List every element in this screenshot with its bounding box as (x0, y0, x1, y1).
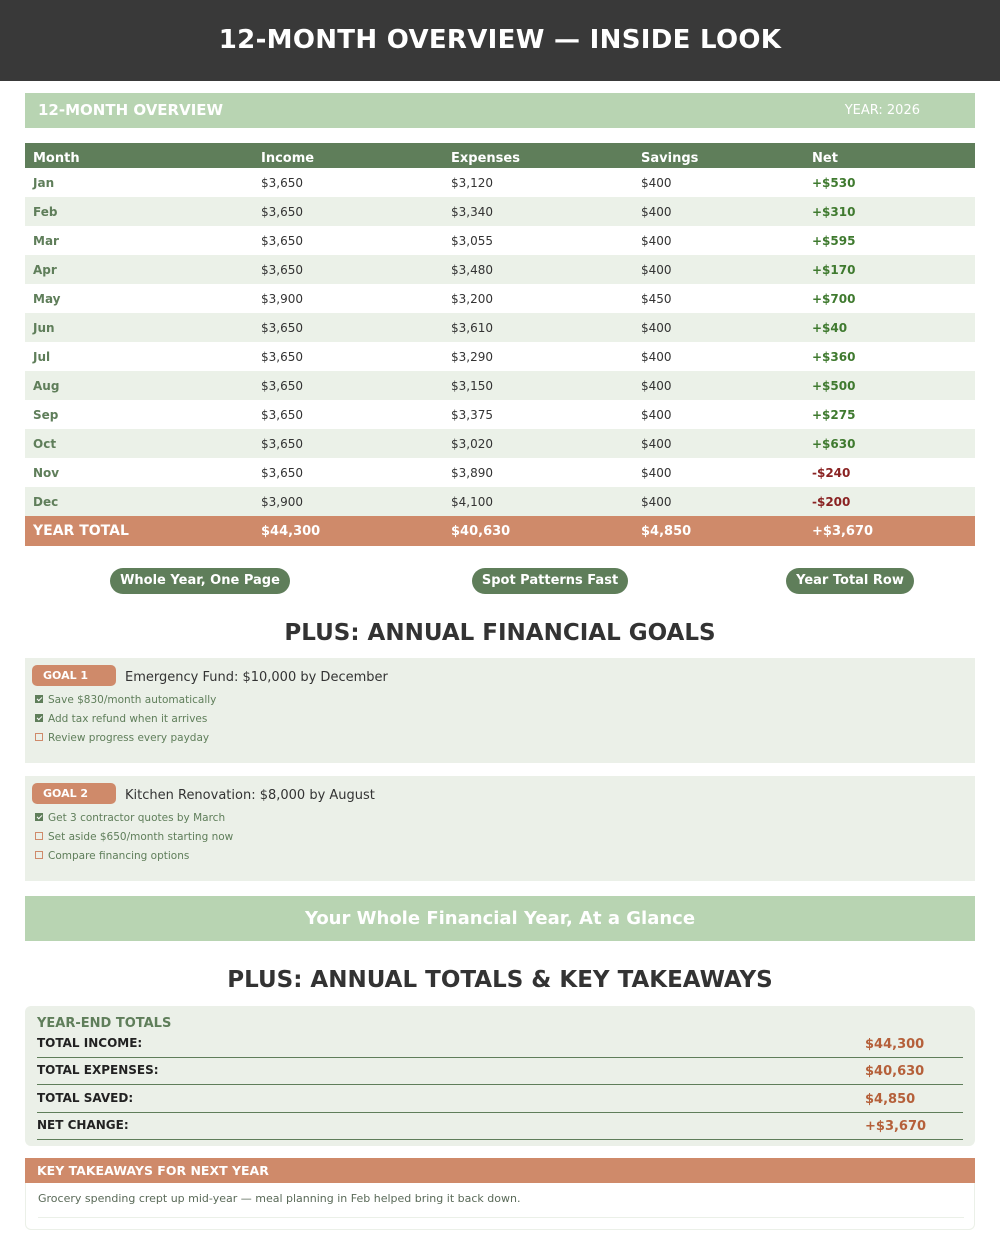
goal-badge: GOAL 1 (32, 665, 116, 686)
monthly-table (25, 143, 975, 546)
table-row (25, 400, 975, 429)
net-cell: +$530 (812, 175, 856, 190)
checkbox-icon[interactable] (35, 733, 43, 741)
checklist-item-text: Save $830/month automatically (48, 694, 217, 706)
checkbox-icon[interactable] (35, 832, 43, 840)
month-cell: Mar (33, 233, 59, 248)
totals-value: $4,850 (865, 1092, 916, 1107)
summary-banner: Your Whole Financial Year, At a Glance (25, 896, 975, 941)
table-row (25, 429, 975, 458)
table-row (25, 458, 975, 487)
net-cell: +$310 (804, 197, 975, 226)
month-cell: Apr (25, 255, 253, 284)
month-cell: May (33, 291, 61, 306)
takeaways-heading: KEY TAKEAWAYS FOR NEXT YEAR (25, 1158, 975, 1183)
takeaways-body (25, 1183, 975, 1230)
savings-cell: $400 (633, 429, 804, 458)
expenses-cell: $3,340 (443, 197, 633, 226)
table-row (25, 313, 975, 342)
year-total-savings: $4,850 (633, 516, 804, 546)
expenses-cell: $4,100 (443, 487, 633, 516)
income-cell: $3,900 (253, 487, 443, 516)
savings-cell: $400 (633, 487, 804, 516)
table-row (25, 487, 975, 516)
totals-row-net-change (37, 1113, 963, 1140)
income-cell: $3,650 (261, 233, 303, 248)
month-cell: Nov (33, 465, 60, 480)
net-cell: +$275 (812, 407, 856, 422)
year-end-totals-panel (25, 1006, 975, 1146)
totals-section-title: PLUS: ANNUAL TOTALS & KEY TAKEAWAYS (227, 967, 773, 993)
expenses-cell: $3,375 (451, 407, 493, 422)
divider (38, 1217, 964, 1218)
income-cell: $3,650 (253, 197, 443, 226)
expenses-cell: $3,890 (451, 465, 493, 480)
month-cell: Aug (25, 371, 253, 400)
checkbox-icon[interactable] (35, 851, 43, 859)
checklist-item-text: Get 3 contractor quotes by March (48, 812, 226, 824)
expenses-cell: $3,020 (443, 429, 633, 458)
income-cell: $3,650 (253, 255, 443, 284)
net-cell: +$170 (804, 255, 975, 284)
goal-checklist-item (35, 850, 189, 862)
totals-row-income (37, 1031, 963, 1058)
net-cell: +$500 (804, 371, 975, 400)
net-cell: -$200 (804, 487, 975, 516)
savings-cell: $400 (641, 175, 672, 190)
income-cell: $3,650 (253, 429, 443, 458)
column-header-savings: Savings (633, 143, 804, 168)
feature-pill-whole-year: Whole Year, One Page (110, 568, 290, 594)
income-cell: $3,650 (261, 407, 303, 422)
year-total-label: YEAR TOTAL (25, 516, 253, 546)
sheet-title: 12-MONTH OVERVIEW (38, 101, 224, 119)
year-total-net: +$3,670 (804, 516, 975, 546)
totals-row-expenses (37, 1058, 963, 1085)
savings-cell: $450 (641, 291, 672, 306)
net-cell: +$700 (812, 291, 856, 306)
net-cell: +$40 (804, 313, 975, 342)
checklist-item-text: Review progress every payday (48, 732, 210, 744)
sheet-header (25, 93, 975, 128)
column-header-income: Income (253, 143, 443, 168)
table-row (25, 255, 975, 284)
table-header-row (25, 143, 975, 168)
table-row (25, 197, 975, 226)
totals-row-saved (37, 1086, 963, 1113)
table-row (25, 226, 975, 255)
totals-label: NET CHANGE: (37, 1118, 129, 1132)
expenses-cell: $3,200 (451, 291, 493, 306)
income-cell: $3,650 (253, 313, 443, 342)
goal-card-2 (25, 776, 975, 881)
expenses-cell: $3,480 (443, 255, 633, 284)
goal-title: Kitchen Renovation: $8,000 by August (125, 788, 375, 803)
checklist-item-text: Set aside $650/month starting now (48, 831, 234, 843)
goal-checklist-item (35, 713, 207, 725)
takeaway-text: Grocery spending crept up mid-year — meal planning in Feb helped bring it back down. (38, 1192, 521, 1205)
year-total-income: $44,300 (253, 516, 443, 546)
checkbox-icon[interactable] (35, 695, 43, 703)
month-cell: Jun (25, 313, 253, 342)
goal-card-1 (25, 658, 975, 763)
income-cell: $3,650 (261, 349, 303, 364)
totals-label: TOTAL SAVED: (37, 1091, 134, 1105)
month-cell: Jul (33, 349, 51, 364)
goals-section-title: PLUS: ANNUAL FINANCIAL GOALS (284, 620, 716, 646)
totals-label: TOTAL EXPENSES: (37, 1063, 159, 1077)
feature-pill-spot-patterns: Spot Patterns Fast (472, 568, 628, 594)
goal-badge: GOAL 2 (32, 783, 116, 804)
income-cell: $3,900 (261, 291, 303, 306)
feature-pill-year-total: Year Total Row (786, 568, 914, 594)
column-header-expenses: Expenses (443, 143, 633, 168)
savings-cell: $400 (641, 465, 672, 480)
month-cell: Feb (25, 197, 253, 226)
goal-checklist-item (35, 732, 209, 744)
net-cell: +$595 (812, 233, 856, 248)
table-row (25, 342, 975, 371)
goal-title: Emergency Fund: $10,000 by December (125, 670, 388, 685)
totals-value: $44,300 (865, 1037, 925, 1052)
totals-value: $40,630 (865, 1064, 925, 1079)
checklist-item-text: Add tax refund when it arrives (48, 713, 208, 725)
checklist-item-text: Compare financing options (48, 850, 190, 862)
income-cell: $3,650 (253, 371, 443, 400)
column-header-net: Net (804, 143, 975, 168)
savings-cell: $400 (641, 349, 672, 364)
savings-cell: $400 (641, 407, 672, 422)
income-cell: $3,650 (261, 175, 303, 190)
table-row (25, 371, 975, 400)
net-cell: +$630 (804, 429, 975, 458)
year-total-expenses: $40,630 (443, 516, 633, 546)
savings-cell: $400 (633, 371, 804, 400)
expenses-cell: $3,055 (451, 233, 493, 248)
totals-value: +$3,670 (865, 1119, 927, 1134)
expenses-cell: $3,610 (443, 313, 633, 342)
net-cell: +$360 (812, 349, 856, 364)
income-cell: $3,650 (261, 465, 303, 480)
savings-cell: $400 (633, 313, 804, 342)
month-cell: Oct (25, 429, 253, 458)
expenses-cell: $3,150 (443, 371, 633, 400)
month-cell: Sep (33, 407, 59, 422)
column-header-month: Month (25, 143, 253, 168)
goal-checklist-item (35, 831, 233, 843)
month-cell: Jan (33, 175, 55, 190)
year-total-row (25, 516, 975, 546)
savings-cell: $400 (641, 233, 672, 248)
expenses-cell: $3,120 (451, 175, 493, 190)
totals-label: TOTAL INCOME: (37, 1036, 143, 1050)
table-row (25, 284, 975, 313)
checkbox-icon[interactable] (35, 813, 43, 821)
net-cell: -$240 (812, 465, 851, 480)
goal-checklist-item (35, 812, 225, 824)
savings-cell: $400 (633, 197, 804, 226)
expenses-cell: $3,290 (451, 349, 493, 364)
table-row (25, 168, 975, 197)
goal-checklist-item (35, 694, 216, 706)
year-label: YEAR: 2026 (844, 103, 920, 118)
month-cell: Dec (25, 487, 253, 516)
totals-heading: YEAR-END TOTALS (37, 1016, 172, 1031)
page-title: 12-MONTH OVERVIEW — INSIDE LOOK (0, 0, 1000, 81)
savings-cell: $400 (633, 255, 804, 284)
checkbox-icon[interactable] (35, 714, 43, 722)
